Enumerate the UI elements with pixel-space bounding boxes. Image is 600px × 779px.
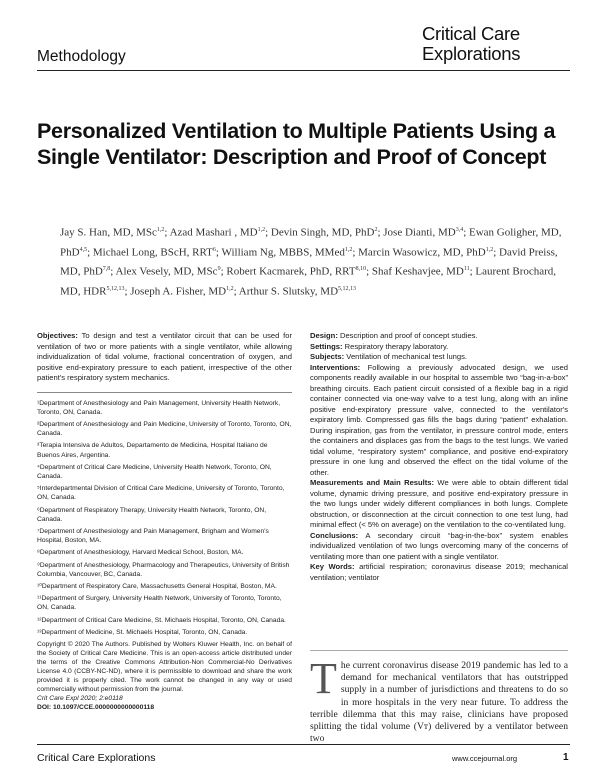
author-affiliation-marker: 9 (217, 266, 221, 273)
doi-link[interactable]: DOI: 10.1097/CCE.0000000000000118 (37, 703, 155, 711)
author-affiliation-marker: 11 (463, 266, 470, 273)
affiliation-item: ⁸Department of Anesthesiology, Harvard Medical School, Boston, MA. (37, 549, 244, 557)
intro-paragraph: he current coronavirus disease 2019 pandemic has led to a demand for mechanical ventilators that has outstripped supply in a number of jurisdictions and threatens to do so in more hospitals in the very near future. To address the terrible dilemma that this may raise, clinicians have proposed splitting the tidal volume (Vᴛ) delivered by a ventilator between two (310, 660, 568, 745)
article-title: Personalized Ventilation to Multiple Patients Using a Single Ventilator: Description and Proof of Concept (37, 119, 556, 169)
author-name: Alex Vesely, MD, MSc (115, 265, 218, 278)
affiliation-list (37, 399, 292, 637)
affiliation-item: ²Department of Anesthesiology and Pain Medicine, University of Toronto, Toronto, ON, Canada. (37, 420, 292, 438)
journal-name-line1: Critical Care (422, 23, 520, 44)
affiliation-item: ⁷Department of Anesthesiology and Pain Management, Brigham and Women's Hospital, Boston, MA. (37, 527, 269, 545)
abstract-design: Design: Description and proof of concept studies. (310, 331, 478, 340)
footer-journal: Critical Care Explorations (37, 752, 156, 764)
abstract-subjects: Subjects: Ventilation of mechanical test lungs. (310, 352, 468, 361)
author-affiliation-marker: 1,2 (485, 246, 494, 253)
author-affiliation-marker: 1,2 (156, 227, 165, 233)
author-name: Ewan Goligher, MD, PhD (60, 226, 562, 259)
right-column (310, 331, 568, 583)
affiliation-item: ⁹Department of Anesthesiology, Pharmacology and Therapeutics, University of British Columbia, Vancouver, BC, Canada. (37, 561, 290, 578)
copyright-text: Copyright © 2020 The Authors. Published by Wolters Kluwer Health, Inc. on behalf of the Society of Critical Care Medicine. This is an open-access article distributed under the terms of the Creative Commons Attribution-Non Commercial-No Derivatives License 4.0 (CCBY-NC-ND), where it is permissible to download and share the work provided it is properly cited. The work cannot be changed in any way or used commercially without permission from the journal. (37, 640, 292, 693)
affiliation-item: ⁴Department of Critical Care Medicine, University Health Network, Toronto, ON, Canada. (37, 463, 272, 480)
author-name: David Preiss, MD, PhD (60, 246, 558, 278)
author-name: Jay S. Han, MD, MSc (60, 226, 157, 239)
author-name: Azad Mashari , MD (169, 226, 258, 239)
body-divider (310, 650, 568, 651)
affiliation-item: ⁶Department of Respiratory Therapy, University Health Network, Toronto, ON, Canada. (37, 506, 267, 523)
author-name: Michael Long, BScH, RRT (92, 246, 213, 259)
author-affiliation-marker: 7,8 (102, 266, 111, 273)
author-name: Shaf Keshavjee, MD (371, 265, 464, 278)
affiliations-divider (37, 392, 292, 393)
affiliation-item: ¹⁰Department of Respiratory Care, Massachusetts General Hospital, Boston, MA. (37, 582, 277, 590)
abstract-results: Measurements and Main Results: We were able to obtain different tidal volume, dynamic driving pressure, and positive end-expiratory pressure in the two lungs under widely different compliances in both lungs. Complete obstruction, or disconnection at the circuit connection to one test lung, had minimal effect (< 5% on average) on the ventilation to the co-ventilated lung. (310, 478, 569, 529)
section-label: Methodology (37, 48, 126, 65)
journal-name-line2: Explorations (422, 43, 521, 64)
author-affiliation-marker: 1,2 (344, 246, 353, 253)
affiliation-item: ¹Department of Anesthesiology and Pain Management, University Health Network, Toronto, ON, Canada. (37, 399, 281, 416)
author-name: Arthur S. Slutsky, MD (238, 285, 339, 298)
author-name: Devin Singh, MD, PhD (270, 226, 375, 239)
affiliation-item: ¹³Department of Medicine, St. Michaels Hospital, Toronto, ON, Canada. (37, 628, 248, 636)
affiliation-item: ¹¹Department of Surgery, University Health Network, University of Toronto, Toronto, ON, Canada. (37, 595, 282, 612)
abstract-settings: Settings: Respiratory therapy laboratory. (310, 341, 449, 351)
author-list: Jay S. Han, MD, MSc$^{1,2}$; Azad Mashari , MD$^{1,2}$; Devin Singh, MD, PhD$^2$; Jose Dianti, MD$^{3,4}$; Ewan Goligher, MD, PhD$^{4,5}$; Michael Long, BScH, RRT$^6$; William Ng, MBBS, MMed$^{1,2}$; Marcin Wasowicz, MD, PhD$^{1,2}$; David Preiss, MD, PhD$^{7,8}$; Alex Vesely, MD, MSc$^9$; Robert Kacmarek, PhD, RRT$^{8,10}$; Shaf Keshavjee, MD$^{11}$; Laurent Brochard, MD, HDR$^{5,12,13}$; Joseph A. Fisher, MD$^{1,2}$; Arthur S. Slutsky, MD$^{5,12,13}$ (60, 226, 562, 298)
author-affiliation-marker: 1,2 (226, 285, 234, 292)
citation: Crit Care Expl 2020; 2:e0118 (37, 694, 123, 702)
author-name: Robert Kacmarek, PhD, RRT (226, 265, 356, 278)
left-column (37, 331, 292, 712)
abstract-objectives: Objectives: To design and test a ventilator circuit that can be used for ventilation of two or more patients with a single ventilator, while allowing individualization of tidal volume, fractional concentration of oxygen, and positive end-expiratory pressure to each patient, irrespective of the other patient's respiratory system mechanics. (37, 331, 292, 382)
author-name: Jose Dianti, MD (383, 226, 456, 239)
author-affiliation-marker: 8,10 (355, 266, 367, 273)
copyright-block (37, 640, 292, 712)
author-name: Marcin Wasowicz, MD, PhD (358, 246, 486, 259)
footer-divider (37, 744, 570, 745)
author-affiliation-marker: 5,12,13 (106, 285, 125, 292)
author-affiliation-marker: 3,4 (455, 227, 464, 233)
author-name: William Ng, MBBS, MMed (221, 246, 345, 259)
author-affiliation-marker: 2 (374, 227, 378, 233)
author-affiliation-marker: 4,5 (79, 246, 88, 253)
author-affiliation-marker: 1,2 (257, 227, 266, 233)
author-affiliation-marker: 6 (212, 246, 216, 253)
journal-logo (422, 24, 572, 64)
drop-cap: T (310, 654, 337, 703)
abstract-keywords: Key Words: artificial respiration; coronavirus disease 2019; mechanical ventilation; ventilator (310, 562, 568, 582)
author-affiliation-marker: 5,12,13 (338, 285, 357, 292)
abstract-interventions: Interventions: Following a previously advocated design, we used components readily available in our hospital to assemble two “bag-in-a-box” breathing circuits. Each patient circuit consisted of a flexible bag in a rigid container connected via one-way valve to a test lung, along with an inline positive end-expiratory pressure valve, connected to the ventilator's expiratory limb. Compressed gas fills the bags during “patient” exhalation. During inspiration, gas from the ventilator, in pressure control mode, enters the containers and displaces gas from the bags to the test lungs. We varied tidal volume, “respiratory system” compliance, and positive end-expiratory pressure in one lung and observed the effect on the tidal volume of the other. (310, 362, 568, 477)
affiliation-item: ⁵Interdepartmental Division of Critical Care Medicine, University of Toronto, Toronto, ON, Canada. (37, 485, 285, 502)
footer-url[interactable]: www.ccejournal.org (452, 754, 518, 763)
page-number: 1 (563, 752, 569, 763)
affiliation-item: ¹²Department of Critical Care Medicine, St. Michaels Hospital, Toronto, ON, Canada. (37, 616, 286, 624)
affiliation-item: ³Terapia Intensiva de Adultos, Departamento de Medicina, Hospital Italiano de Buenos Aires, Argentina. (37, 442, 268, 459)
header-divider (37, 70, 570, 71)
author-name: Joseph A. Fisher, MD (130, 285, 227, 298)
author-name: Laurent Brochard, MD, HDR (60, 265, 557, 298)
body-intro (310, 654, 568, 745)
abstract-conclusions: Conclusions: A secondary circuit “bag-in-the-box” system enables individualized ventilation of two lungs overcoming many of the concerns of ventilating more than one patient with a single ventilator. (310, 530, 568, 561)
